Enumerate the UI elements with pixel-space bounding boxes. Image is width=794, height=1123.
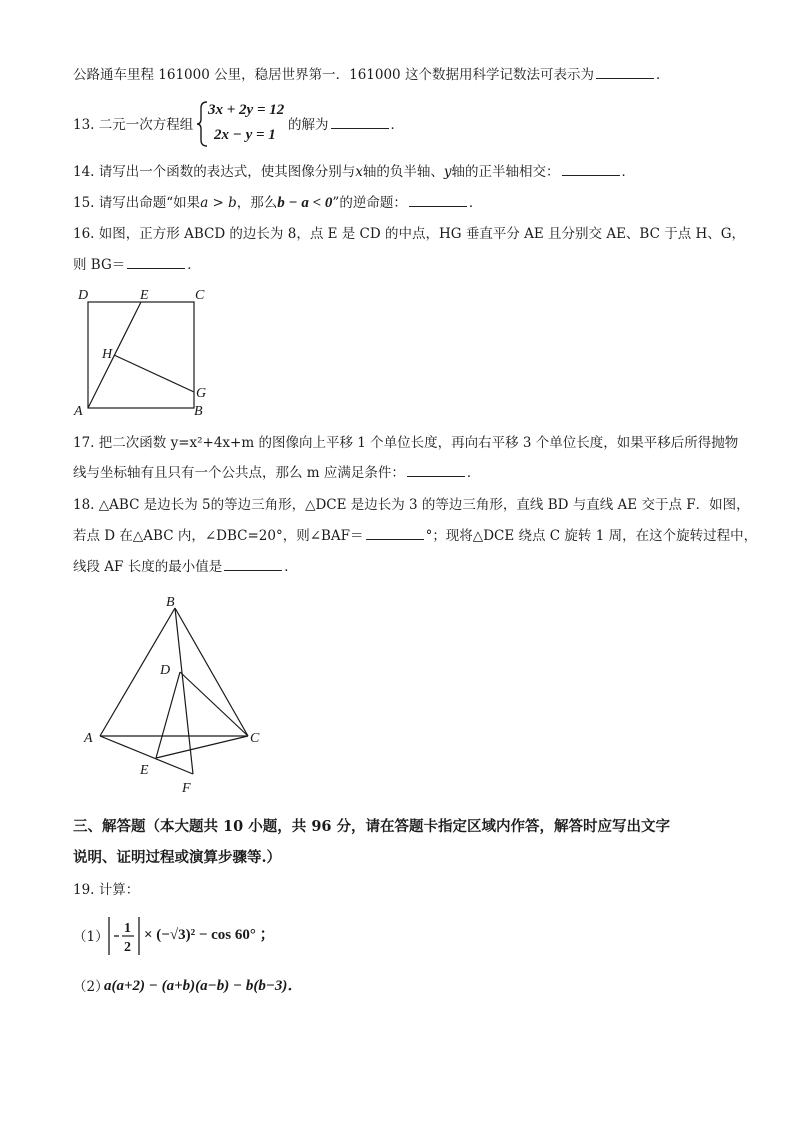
q13-number: 13. — [73, 117, 95, 133]
q18-line-2 — [73, 527, 757, 545]
q13-equation-2: 2x − y = 1 — [214, 127, 276, 143]
q18-text-1: △ABC 是边长为 5的等边三角形，△DCE 是边长为 3 的等边三角形，直线 BD 与直线 AE 交于点 F．如图， — [98, 497, 750, 513]
q16-line-2 — [73, 256, 201, 274]
q12-continuation — [73, 66, 669, 84]
q15-text-a: 请写出命题“如果 — [98, 195, 201, 211]
q17-line-1 — [73, 434, 738, 452]
q13-equation-1: 3x + 2y = 12 — [208, 102, 285, 118]
label-f: F — [182, 781, 191, 796]
q17-text-2: 线与坐标轴有且只有一个公共点，那么 m 应满足条件： — [73, 465, 405, 481]
q12-answer-blank[interactable] — [596, 66, 654, 79]
q14-text-a: 请写出一个函数的表达式，使其图像分别与 — [98, 164, 356, 180]
q14-end: ． — [621, 164, 636, 180]
q15-end: ． — [468, 195, 483, 211]
q16-end: ． — [187, 257, 201, 273]
q15-condition: a > b — [200, 195, 237, 211]
label-c: C — [250, 731, 260, 746]
q19-part-1-label: （1） — [73, 929, 109, 945]
label-g: G — [196, 386, 207, 401]
q18-text-2a: 若点 D 在△ABC 内，∠DBC=20°，则∠BAF＝ — [73, 528, 364, 544]
label-b: B — [166, 595, 175, 610]
q14-text-c: 轴的正半轴相交： — [451, 164, 560, 180]
segment-bf — [175, 608, 193, 774]
q14-text-b: 轴的负半轴、 — [362, 164, 444, 180]
q16-text-2: 则 BG＝ — [73, 257, 126, 273]
label-c: C — [195, 288, 205, 303]
label-b: B — [194, 404, 203, 419]
label-e: E — [140, 763, 149, 778]
q13-tail — [288, 116, 404, 134]
frac-den: 2 — [124, 940, 131, 955]
segment-de — [156, 672, 180, 758]
segment-bc — [175, 608, 248, 736]
q19-part-1 — [73, 928, 109, 946]
q17-end: ． — [466, 465, 481, 481]
q19-part-2-expr: a(a+2) − (a+b)(a−b) − b(b−3)． — [104, 978, 303, 994]
q19-lead-text: 计算： — [98, 882, 140, 898]
q19-part-1-abs-frac — [106, 914, 142, 958]
label-d: D — [78, 288, 89, 303]
segment-hg — [114, 355, 194, 392]
segment-dc — [180, 672, 248, 736]
q13 — [73, 116, 193, 134]
q14-number: 14. — [73, 164, 95, 180]
q15-answer-blank[interactable] — [409, 194, 467, 207]
q19-lead — [73, 881, 139, 899]
q17-number: 17. — [73, 435, 95, 451]
q15-text-b: ，那么 — [236, 195, 278, 211]
q19-part-1-expr: × (−√3)² − cos 60° ； — [144, 927, 275, 943]
section-3-heading-cont: 说明、证明过程或演算步骤等.） — [73, 849, 282, 866]
q15-conclusion: b − a < 0 — [277, 195, 333, 211]
label-a: A — [84, 731, 93, 746]
q13-tail-text: 的解为 — [288, 117, 329, 133]
q18-answer-blank-1[interactable] — [366, 527, 424, 540]
q15-number: 15. — [73, 195, 95, 211]
q17-answer-blank[interactable] — [407, 464, 465, 477]
q18-line-1 — [73, 496, 750, 514]
q18-text-2b: °；现将△DCE 绕点 C 旋转 1 周，在这个旋转过程中， — [425, 528, 758, 544]
q15-text-c: ”的逆命题： — [332, 195, 407, 211]
q17-text-1: 把二次函数 y=x²+4x+m 的图像向上平移 1 个单位长度，再向右平移 3 个单位长度，如果平移后所得抛物 — [98, 435, 739, 451]
q14-answer-blank[interactable] — [562, 163, 620, 176]
q13-lead: 二元一次方程组 — [98, 117, 194, 133]
q18-line-3 — [73, 558, 298, 576]
section-3-heading: 三、解答题（本大题共 10 小题，共 96 分，请在答题卡指定区域内作答，解答时应写出文字 — [73, 818, 671, 835]
q18-end: ． — [284, 559, 298, 575]
q18-answer-blank-2[interactable] — [224, 558, 282, 571]
q17-line-2 — [73, 464, 480, 482]
frac-num: 1 — [124, 921, 131, 936]
q16-line-1 — [73, 225, 745, 243]
q13-answer-blank[interactable] — [331, 116, 389, 129]
q18-triangle-figure — [78, 590, 278, 800]
q16-answer-blank[interactable] — [127, 256, 185, 269]
q16-square-figure — [68, 284, 218, 420]
q14-x: x — [355, 164, 363, 180]
q18-number: 18. — [73, 497, 95, 513]
q16-number: 16. — [73, 226, 95, 242]
q14 — [73, 163, 635, 181]
q14-y: y — [443, 164, 452, 180]
q13-end: ． — [390, 117, 404, 133]
q18-text-3: 线段 AF 长度的最小值是 — [73, 559, 223, 575]
q12-text: 公路通车里程 161000 公里，稳居世界第一．161000 这个数据用科学记数法可表示为 — [73, 67, 594, 83]
label-a: A — [74, 404, 83, 419]
q15 — [73, 194, 482, 212]
label-e: E — [140, 288, 149, 303]
label-d: D — [160, 663, 171, 678]
q16-text-1: 如图，正方形 ABCD 的边长为 8，点 E 是 CD 的中点，HG 垂直平分 AE 且分别交 AE、BC 于点 H、G， — [98, 226, 746, 242]
q19-number: 19. — [73, 882, 95, 898]
label-h: H — [102, 347, 113, 362]
q12-end: ． — [655, 67, 670, 83]
q19-part-2-label: （2） — [73, 979, 109, 995]
segment-ec — [156, 736, 248, 758]
